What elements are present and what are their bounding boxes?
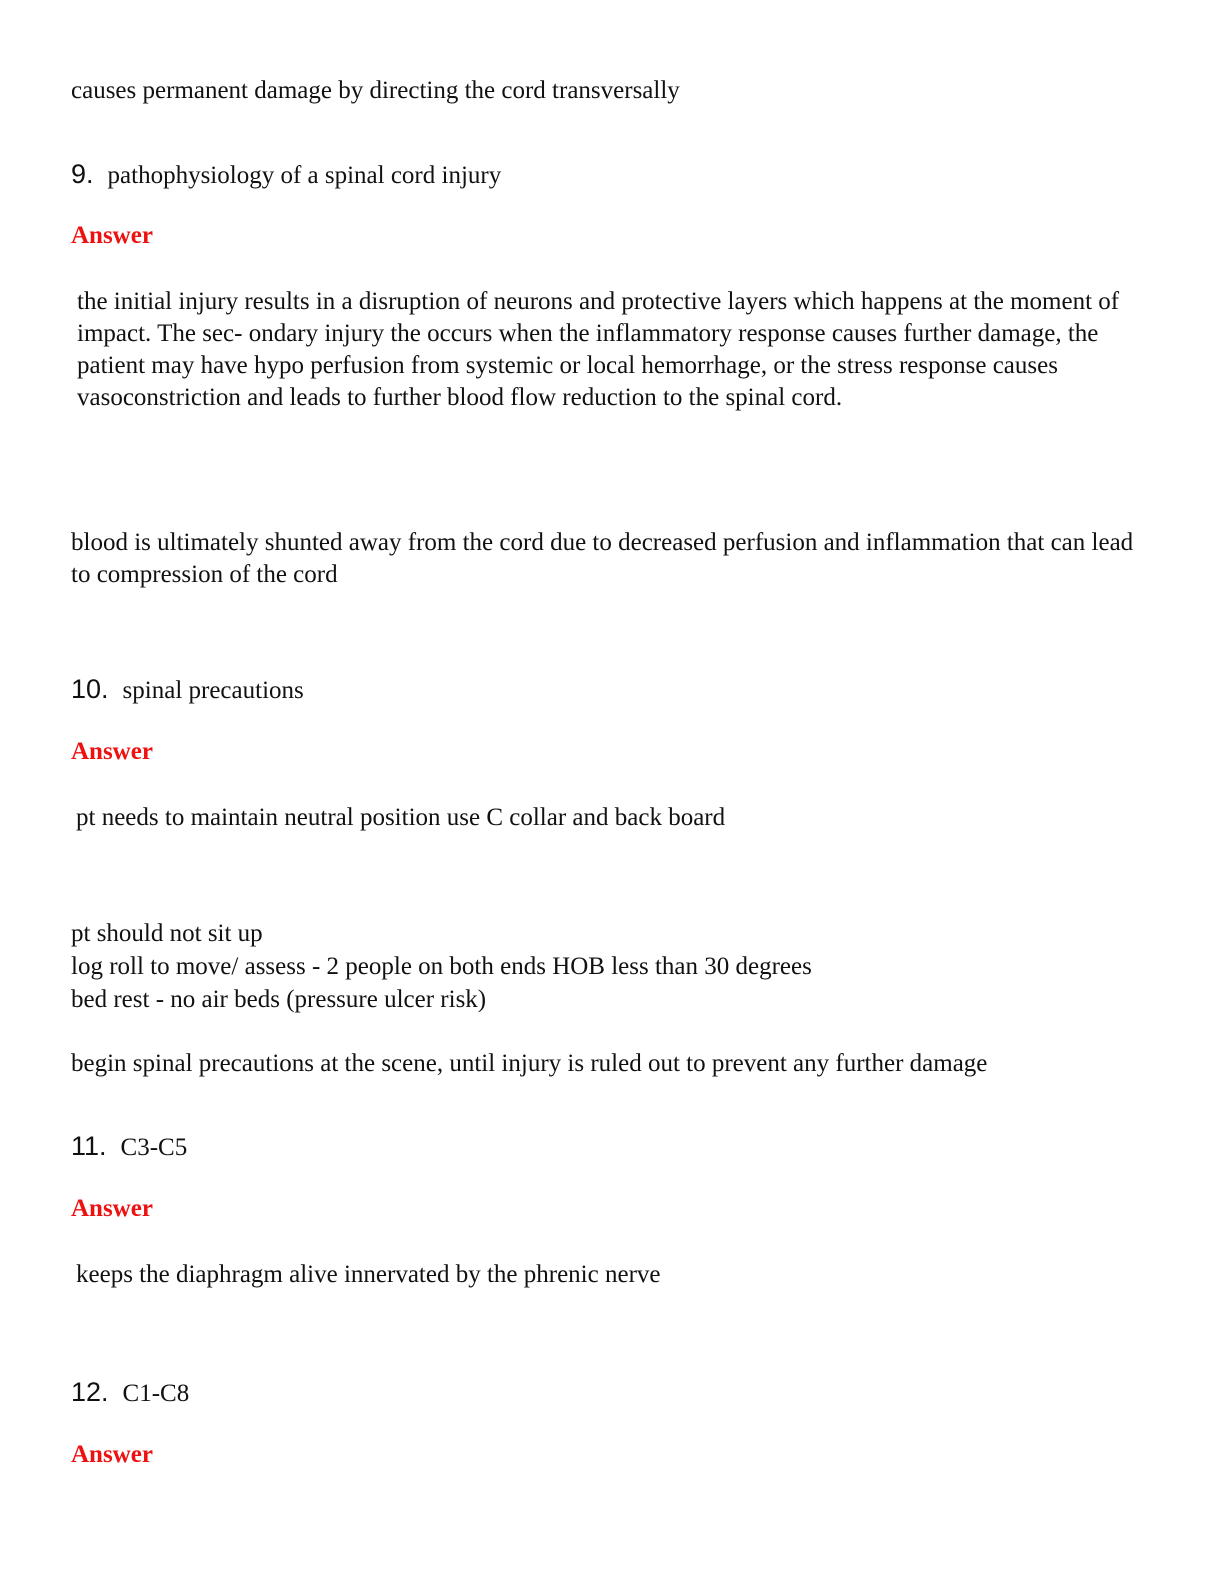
question-number: 9. bbox=[71, 159, 94, 189]
answer-paragraph: log roll to move/ assess - 2 people on both ends HOB less than 30 degrees bbox=[71, 953, 812, 980]
answer-label: Answer bbox=[71, 1195, 153, 1222]
answer-label: Answer bbox=[71, 1441, 153, 1468]
answer-paragraph: keeps the diaphragm alive innervated by the phrenic nerve bbox=[76, 1261, 661, 1288]
question-number: 12. bbox=[71, 1377, 109, 1407]
question-9 bbox=[71, 158, 501, 192]
question-prompt: spinal precautions bbox=[122, 677, 304, 704]
question-10 bbox=[71, 673, 304, 707]
answer-paragraph: begin spinal precautions at the scene, until injury is ruled out to prevent any further damage bbox=[71, 1050, 988, 1077]
question-number: 10. bbox=[71, 674, 109, 704]
question-12 bbox=[71, 1376, 189, 1410]
question-prompt: C3-C5 bbox=[120, 1134, 188, 1161]
answer-label: Answer bbox=[71, 222, 153, 249]
question-prompt: C1-C8 bbox=[122, 1380, 190, 1407]
answer-paragraph: blood is ultimately shunted away from the cord due to decreased perfusion and inflammation that can lead to compression of the cord bbox=[71, 529, 1134, 588]
answer-paragraph: pt should not sit up bbox=[71, 920, 263, 947]
intro-text: causes permanent damage by directing the cord transversally bbox=[71, 77, 680, 104]
question-11 bbox=[71, 1130, 187, 1164]
question-prompt: pathophysiology of a spinal cord injury bbox=[107, 162, 502, 189]
answer-paragraph: bed rest - no air beds (pressure ulcer risk) bbox=[71, 986, 487, 1013]
answer-paragraph: the initial injury results in a disruption of neurons and protective layers which happens at the moment of impact. The sec- ondary injury the occurs when the inflammatory response causes further damage, the patient may have hypo perfusion from systemic or local hemorrhage, or the stress response causes vasoconstriction and leads to further blood flow reduction to the spinal cord. bbox=[77, 288, 1120, 411]
question-number: 11. bbox=[71, 1131, 107, 1161]
answer-label: Answer bbox=[71, 738, 153, 765]
answer-paragraph: pt needs to maintain neutral position use C collar and back board bbox=[76, 804, 726, 831]
